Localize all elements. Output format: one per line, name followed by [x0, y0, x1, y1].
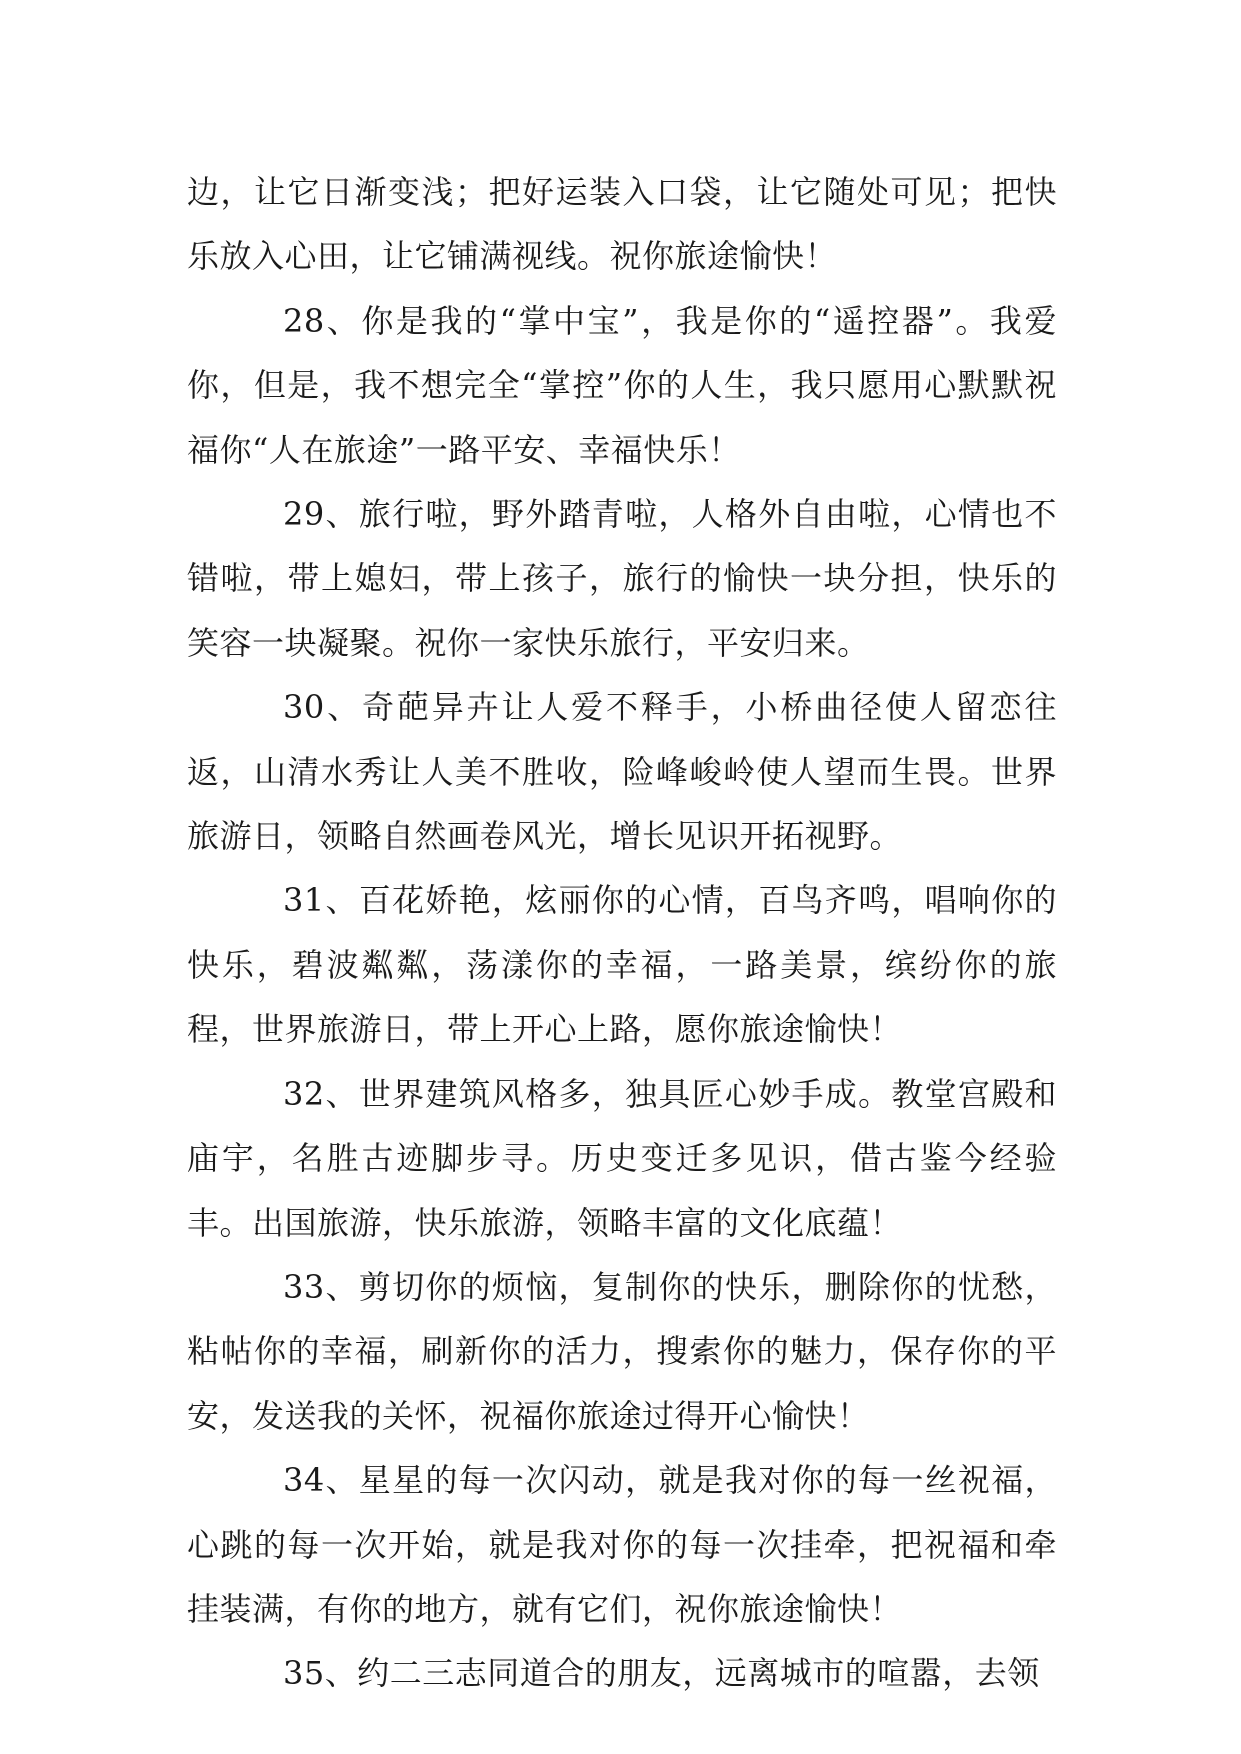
paragraph-30: 30、奇葩异卉让人爱不释手，小桥曲径使人留恋往返，山清水秀让人美不胜收，险峰峻岭使人望而生畏。世界旅游日，领略自然画卷风光，增长见识开拓视野。	[187, 688, 1057, 856]
document-body	[187, 160, 1057, 1706]
paragraph-continuation: 边，让它日渐变浅；把好运装入口袋，让它随处可见；把快乐放入心田，让它铺满视线。祝你旅途愉快！	[187, 173, 1057, 276]
paragraph-33: 33、剪切你的烦恼，复制你的快乐，删除你的忧愁，粘帖你的幸福，刷新你的活力，搜索你的魅力，保存你的平安，发送我的关怀，祝福你旅途过得开心愉快！	[187, 1267, 1057, 1435]
paragraph-29: 29、旅行啦，野外踏青啦，人格外自由啦，心情也不错啦，带上媳妇，带上孩子，旅行的愉快一块分担，快乐的笑容一块凝聚。祝你一家快乐旅行，平安归来。	[187, 495, 1057, 662]
paragraph-32: 32、世界建筑风格多，独具匠心妙手成。教堂宫殿和庙宇，名胜古迹脚步寻。历史变迁多见识，借古鉴今经验丰。出国旅游，快乐旅游，领略丰富的文化底蕴！	[187, 1074, 1057, 1242]
paragraph-28: 28、你是我的“掌中宝”，我是你的“遥控器”。我爱你，但是，我不想完全“掌控”你的人生，我只愿用心默默祝福你“人在旅途”一路平安、幸福快乐！	[187, 301, 1057, 469]
paragraph-35: 35、约二三志同道合的朋友，远离城市的喧嚣，去领	[283, 1654, 1040, 1693]
paragraph-31: 31、百花娇艳，炫丽你的心情，百鸟齐鸣，唱响你的快乐，碧波粼粼，荡漾你的幸福，一路美景，缤纷你的旅程，世界旅游日，带上开心上路，愿你旅途愉快！	[187, 881, 1057, 1049]
paragraph-34: 34、星星的每一次闪动，就是我对你的每一丝祝福，心跳的每一次开始，就是我对你的每一次挂牵，把祝福和牵挂装满，有你的地方，就有它们，祝你旅途愉快！	[187, 1461, 1057, 1628]
